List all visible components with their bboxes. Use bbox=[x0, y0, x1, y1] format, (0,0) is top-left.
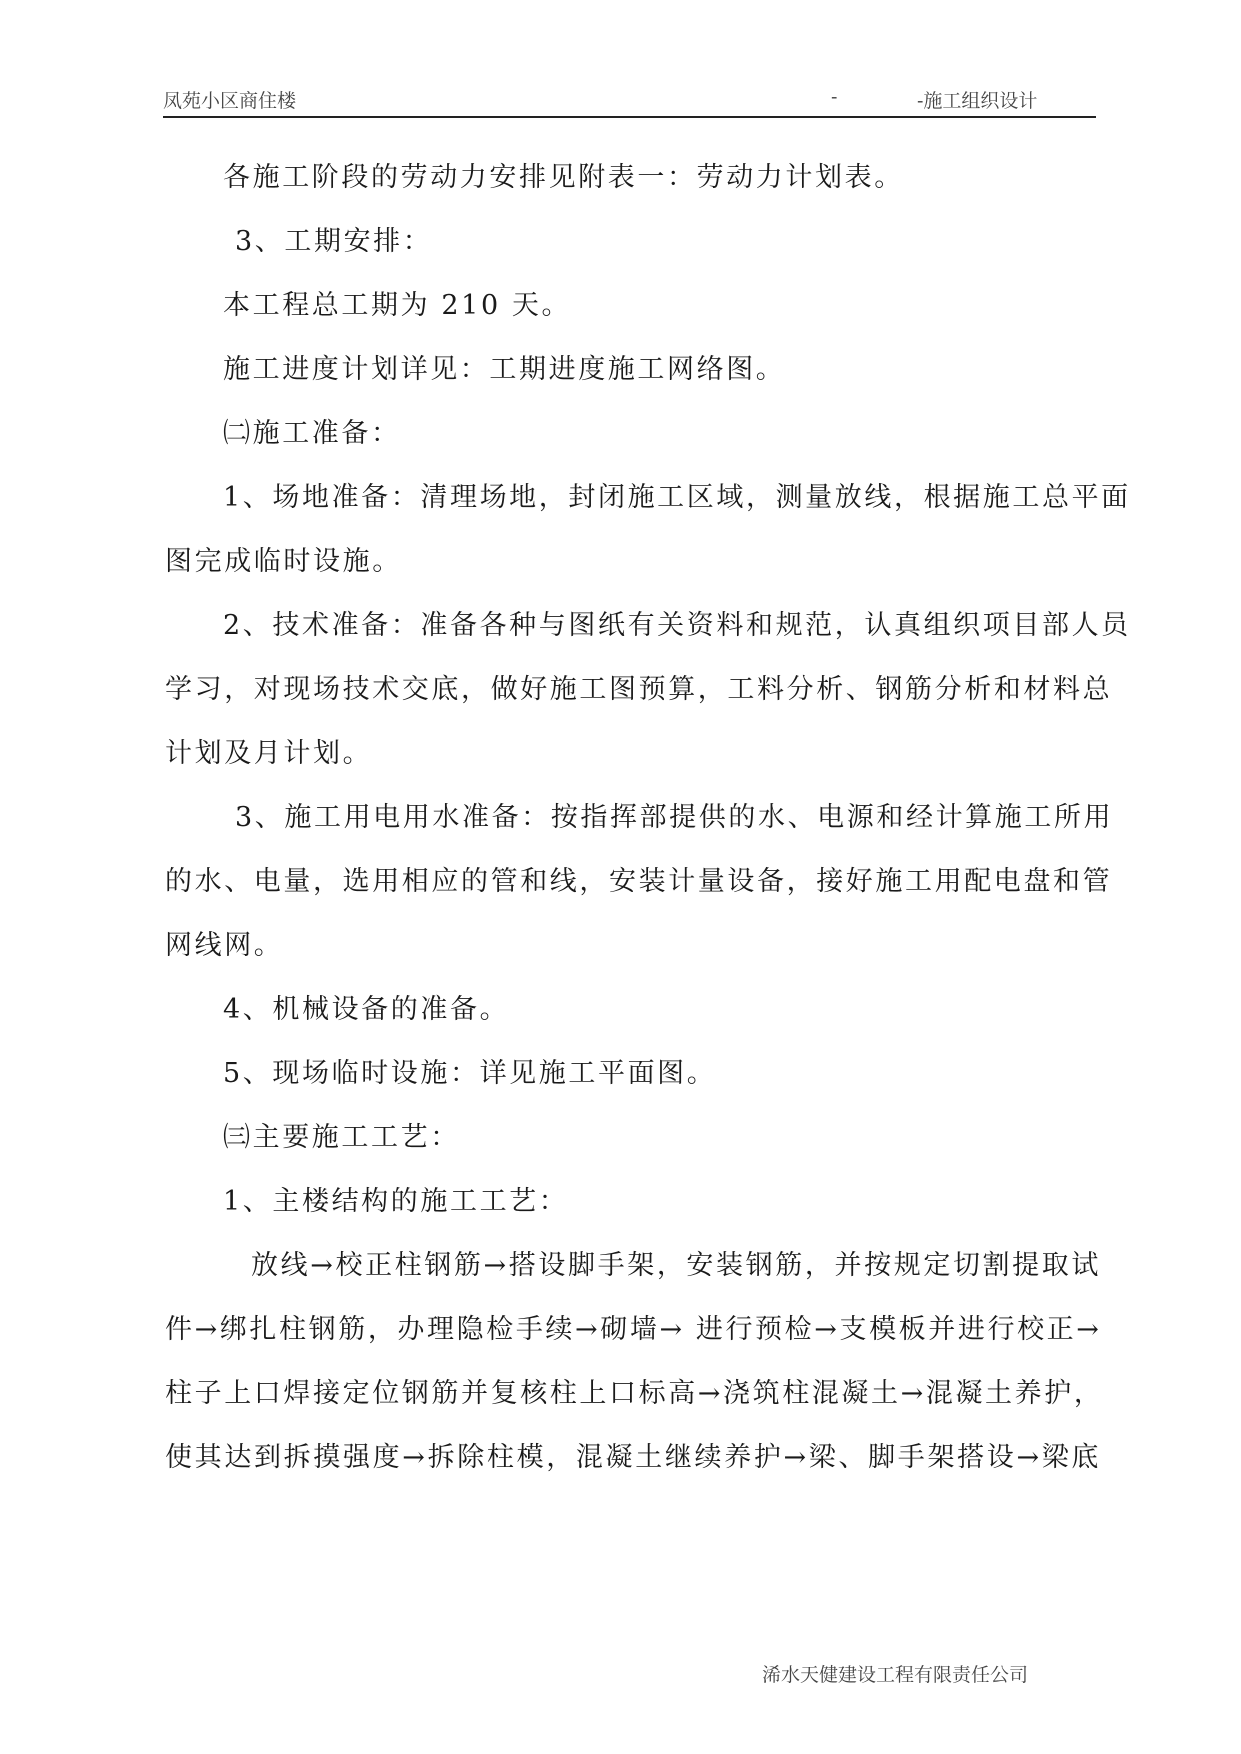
section-heading: ㈢主要施工工艺： bbox=[223, 1122, 460, 1153]
page-header bbox=[163, 86, 1096, 118]
text-line: 本工程总工期为 210 天。 bbox=[223, 290, 572, 321]
body-text bbox=[165, 160, 1131, 1504]
header-project-name: 凤苑小区商住楼 bbox=[163, 90, 297, 112]
text-line: 3、工期安排： bbox=[235, 226, 433, 257]
text-line: 各施工阶段的劳动力安排见附表一：劳动力计划表。 bbox=[223, 162, 904, 193]
text-line: 1、场地准备：清理场地，封闭施工区域，测量放线，根据施工总平面 bbox=[223, 482, 1131, 513]
text-line: 的水、电量，选用相应的管和线，安装计量设备，接好施工用配电盘和管 bbox=[165, 866, 1113, 897]
text-line: 学习，对现场技术交底，做好施工图预算，工料分析、钢筋分析和材料总 bbox=[165, 674, 1113, 705]
text-line: 3、施工用电用水准备：按指挥部提供的水、电源和经计算施工所用 bbox=[235, 802, 1114, 833]
text-line: 放线→校正柱钢筋→搭设脚手架，安装钢筋，并按规定切割提取试 bbox=[251, 1250, 1101, 1281]
text-line: 1、主楼结构的施工工艺： bbox=[223, 1186, 569, 1217]
text-line: 5、现场临时设施：详见施工平面图。 bbox=[223, 1058, 717, 1089]
section-heading: ㈡施工准备： bbox=[223, 418, 401, 449]
text-line: 4、机械设备的准备。 bbox=[223, 994, 510, 1025]
text-line: 图完成临时设施。 bbox=[165, 546, 402, 577]
footer-company-name: 浠水天健建设工程有限责任公司 bbox=[762, 1664, 1029, 1686]
header-dash: - bbox=[831, 86, 838, 108]
text-line: 2、技术准备：准备各种与图纸有关资料和规范，认真组织项目部人员 bbox=[223, 610, 1131, 641]
text-line: 网线网。 bbox=[165, 930, 284, 961]
header-document-title: -施工组织设计 bbox=[917, 90, 1038, 112]
text-line: 使其达到拆摸强度→拆除柱模，混凝土继续养护→梁、脚手架搭设→梁底 bbox=[165, 1442, 1101, 1473]
text-line: 件→绑扎柱钢筋，办理隐检手续→砌墙→ 进行预检→支模板并进行校正→ bbox=[165, 1314, 1102, 1345]
text-line: 计划及月计划。 bbox=[165, 738, 373, 769]
text-line: 施工进度计划详见：工期进度施工网络图。 bbox=[223, 354, 786, 385]
text-line: 柱子上口焊接定位钢筋并复核柱上口标高→浇筑柱混凝土→混凝土养护， bbox=[165, 1378, 1104, 1409]
